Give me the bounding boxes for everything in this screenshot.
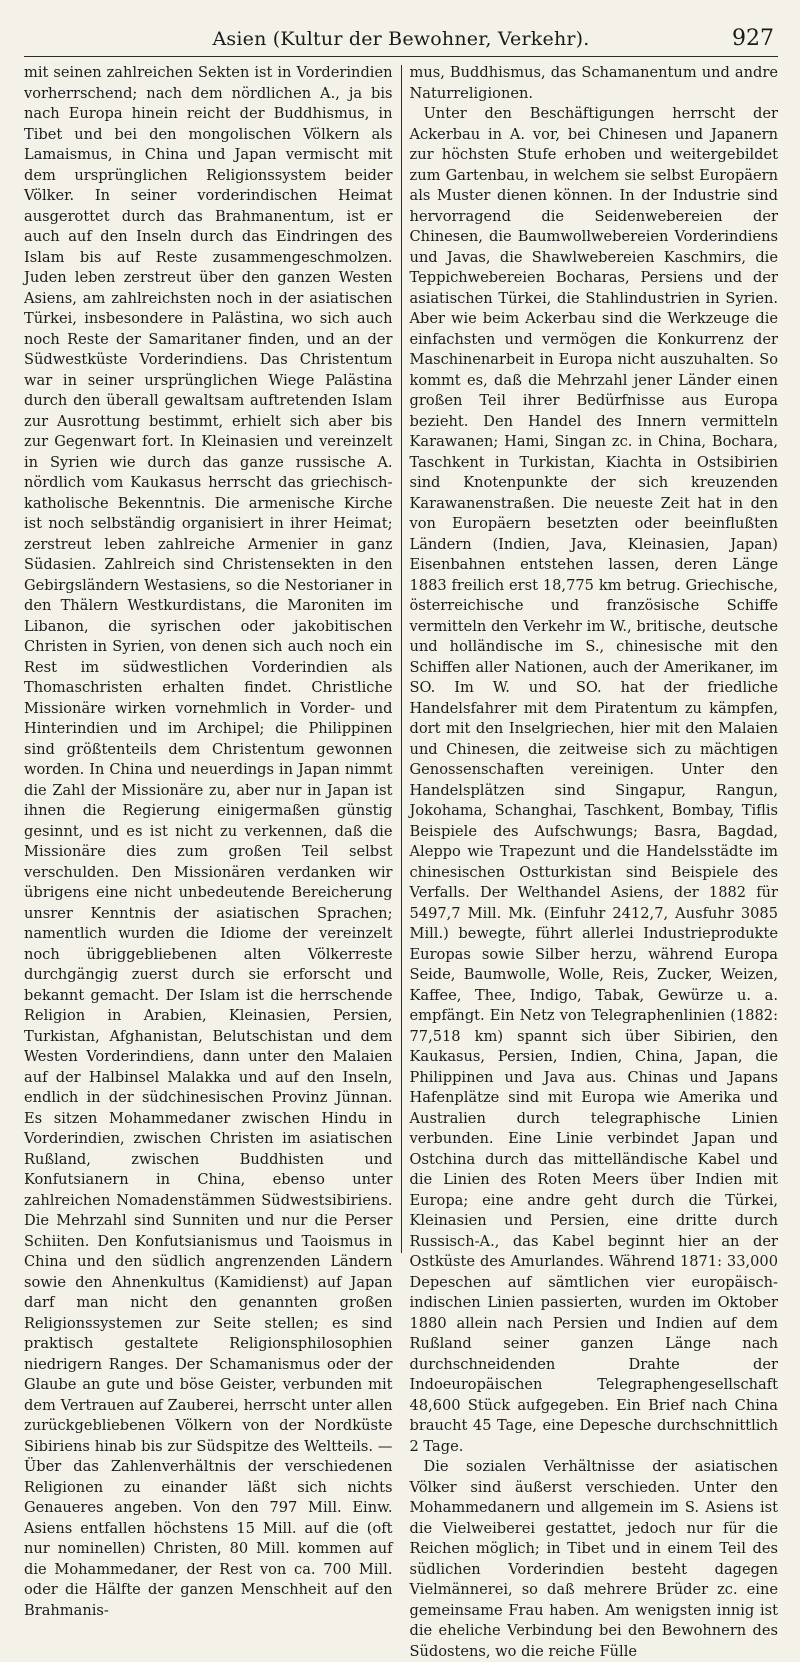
running-title: Asien (Kultur der Bewohner, Verkehr). [212,28,590,50]
left-column [24,63,401,1619]
text-columns [24,63,778,1660]
page-number: 927 [732,26,774,51]
left-paragraph-1: mit seinen zahlreichen Sekten ist in Vorderindien vorherrschend; nach dem nördlichen A., ja bis nach Europa hinein reicht der Buddhismus, in Tibet und bei den mongolischen Völkern als Lamaismus, in China und Japan vermischt mit dem ursprünglichen Religionssystem beider Völker. In seiner vorderindischen Heimat ausgerottet durch das Brahmanentum, ist er auch auf den Inseln durch das Eindringen des Islam bis auf Reste zusammengeschmolzen. Juden leben zerstreut über den ganzen Westen Asiens, am zahlreichsten noch in der asiatischen Türkei, insbesondere in Palästina, wo sich auch noch Reste der Samaritaner finden, und an der Südwestküste Vorderindiens. Das Christentum war in seiner ursprünglichen Wiege Palästina durch den überall gewaltsam auftretenden Islam zur Ausrottung bestimmt, erhielt sich aber bis zur Gegenwart fort. In Kleinasien und vereinzelt in Syrien wie durch das ganze russische A. nördlich vom Kaukasus herrscht das griechisch-katholische Bekenntnis. Die armenische Kirche ist noch selbständig organisiert in ihrer Heimat; zerstreut leben zahlreiche Armenier in ganz Südasien. Zahlreich sind Christensekten in den Gebirgsländern Westasiens, so die Nestorianer in den Thälern Westkurdistans, die Maroniten im Libanon, die syrischen oder jakobitischen Christen in Syrien, von denen sich auch noch ein Rest im südwestlichen Vorderindien als Thomaschristen erhalten findet. Christliche Missionäre wirken vornehmlich in Vorder- und Hinterindien und im Archipel; die Philippinen sind größtenteils dem Christentum gewonnen worden. In China und neuerdings in Japan nimmt die Zahl der Missionäre zu, aber nur in Japan ist ihnen die Regierung einigermaßen günstig gesinnt, und es ist nicht zu verkennen, daß die Missionäre dies zum großen Teil selbst verschulden. Den Missionären verdanken wir übrigens eine nicht unbedeutende Bereicherung unsrer Kenntnis der asiatischen Sprachen; namentlich wurden die Idiome der vereinzelt noch übriggebliebenen alten Völkerreste durchgängig zuerst durch sie erforscht und bekannt gemacht. Der Islam ist die herrschende Religion in Arabien, Kleinasien, Persien, Turkistan, Afghanistan, Belutschistan und dem Westen Vorderindiens, dann unter den Malaien auf der Halbinsel Malakka und auf den Inseln, endlich in der südchinesischen Provinz Jünnan. Es sitzen Mohammedaner zwischen Hindu in Vorderindien, zwischen Christen im asiatischen Rußland, zwischen Buddhisten und Konfutsianern in China, ebenso unter zahlreichen Nomadenstämmen Südwestsibiriens. Die Mehrzahl sind Sunniten und nur die Perser Schiiten. Den Konfutsianismus und Taoismus in China und den südlich angrenzenden Ländern sowie den Ahnenkultus (Kamidienst) auf Japan darf man nicht den genannten großen Religionssystemen zur Seite stellen; es sind praktisch gestaltete Religionsphilosophien niedrigern Ranges. Der Schamanismus oder der Glaube an gute und böse Geister, verbunden mit dem Vertrauen auf Zauberei, herrscht unter allen zurückgebliebenen Völkern von der Nordküste Sibiriens hinab bis zur Südspitze des Weltteils. — Über das Zahlenverhältnis der verschiedenen Religionen zu einander läßt sich nichts Genaueres angeben. Von den 797 Mill. Einw. Asiens entfallen höchstens 15 Mill. auf die (oft nur nominellen) Christen, 80 Mill. kommen auf die Mohammedaner, der Rest von ca. 700 Mill. oder die Hälfte der ganzen Menschheit auf den Brahmanis- [24,64,393,1619]
right-paragraph-3: Die sozialen Verhältnisse der asiatischen Völker sind äußerst verschieden. Unter den Mohammedanern und allgemein im S. Asiens ist die Vielweiberei gestattet, jedoch nur für die Reichen möglich; in Tibet und in einem Teil des südlichen Vorderindien besteht dagegen Vielmännerei, so daß mehrere Brüder zc. eine gemeinsame Frau haben. Am wenigsten innig ist die eheliche Verbindung bei den Bewohnern des Südostens, wo die reiche Fülle [409,1458,778,1660]
right-paragraph-2: Unter den Beschäftigungen herrscht der Ackerbau in A. vor, bei Chinesen und Japanern zur höchsten Stufe erhoben und weitergebildet zum Gartenbau, in welchem sie selbst Europäern als Muster dienen können. In der Industrie sind hervorragend die Seidenwebereien der Chinesen, die Baumwollwebereien Vorderindiens und Javas, die Shawlwebereien Kaschmirs, die Teppichwebereien Bocharas, Persiens und der asiatischen Türkei, die Stahlindustrien in Syrien. Aber wie beim Ackerbau sind die Werkzeuge die einfachsten und vermögen die Konkurrenz der Maschinenarbeit in Europa nicht auszuhalten. So kommt es, daß die Mehrzahl jener Länder einen großen Teil ihrer Bedürfnisse aus Europa bezieht. Den Handel des Innern vermitteln Karawanen; Hami, Singan zc. in China, Bochara, Taschkent in Turkistan, Kiachta in Ostsibirien sind Knotenpunkte der sich kreuzenden Karawanenstraßen. Die neueste Zeit hat in den von Europäern besetzten oder beeinflußten Ländern (Indien, Java, Kleinasien, Japan) Eisenbahnen entstehen lassen, deren Länge 1883 freilich erst 18,775 km betrug. Griechische, österreichische und französische Schiffe vermitteln den Verkehr im W., britische, deutsche und holländische im S., chinesische mit den Schiffen aller Nationen, auch der Amerikaner, im SO. Im W. und SO. hat der friedliche Handelsfahrer mit dem Piratentum zu kämpfen, dort mit den Inselgriechen, hier mit den Malaien und Chinesen, die zeitweise sich zu mächtigen Genossenschaften vereinigen. Unter den Handelsplätzen sind Singapur, Rangun, Jokohama, Schanghai, Taschkent, Bombay, Tiflis Beispiele des Aufschwungs; Basra, Bagdad, Aleppo wie Trapezunt und die Handelsstädte im chinesischen Ostturkistan sind Beispiele des Verfalls. Der Welthandel Asiens, der 1882 für 5497,7 Mill. Mk. (Einfuhr 2412,7, Ausfuhr 3085 Mill.) bewegte, führt allerlei Industrieprodukte Europas sowie Silber herzu, während Europa Seide, Baumwolle, Wolle, Reis, Zucker, Weizen, Kaffee, Thee, Indigo, Tabak, Gewürze u. a. empfängt. Ein Netz von Telegraphenlinien (1882: 77,518 km) spannt sich über Sibirien, den Kaukasus, Persien, Indien, China, Japan, die Philippinen und Java aus. Chinas und Japans Hafenplätze sind mit Europa wie Amerika und Australien durch telegraphische Linien verbunden. Eine Linie verbindet Japan und Ostchina durch das mittelländische Kabel und die Linien des Roten Meers über Indien mit Europa; eine andre geht durch die Türkei, Kleinasien und Persien, eine dritte durch Russisch-A., das Kabel beginnt hier an der Ostküste des Amurlandes. Während 1871: 33,000 Depeschen auf sämtlichen vier europäisch-indischen Linien passierten, wurden im Oktober 1880 allein nach Persien und Indien auf dem Rußland seiner ganzen Länge nach durchschneidenden Drahte der Indoeuropäischen Telegraphengesellschaft 48,600 Stück aufgegeben. Ein Brief nach China braucht 45 Tage, eine Depesche durchschnittlich 2 Tage. [409,105,778,1455]
right-column [402,63,779,1660]
right-paragraph-1: mus, Buddhismus, das Schamanentum und andre Naturreligionen. [409,64,778,102]
running-head [24,22,778,57]
